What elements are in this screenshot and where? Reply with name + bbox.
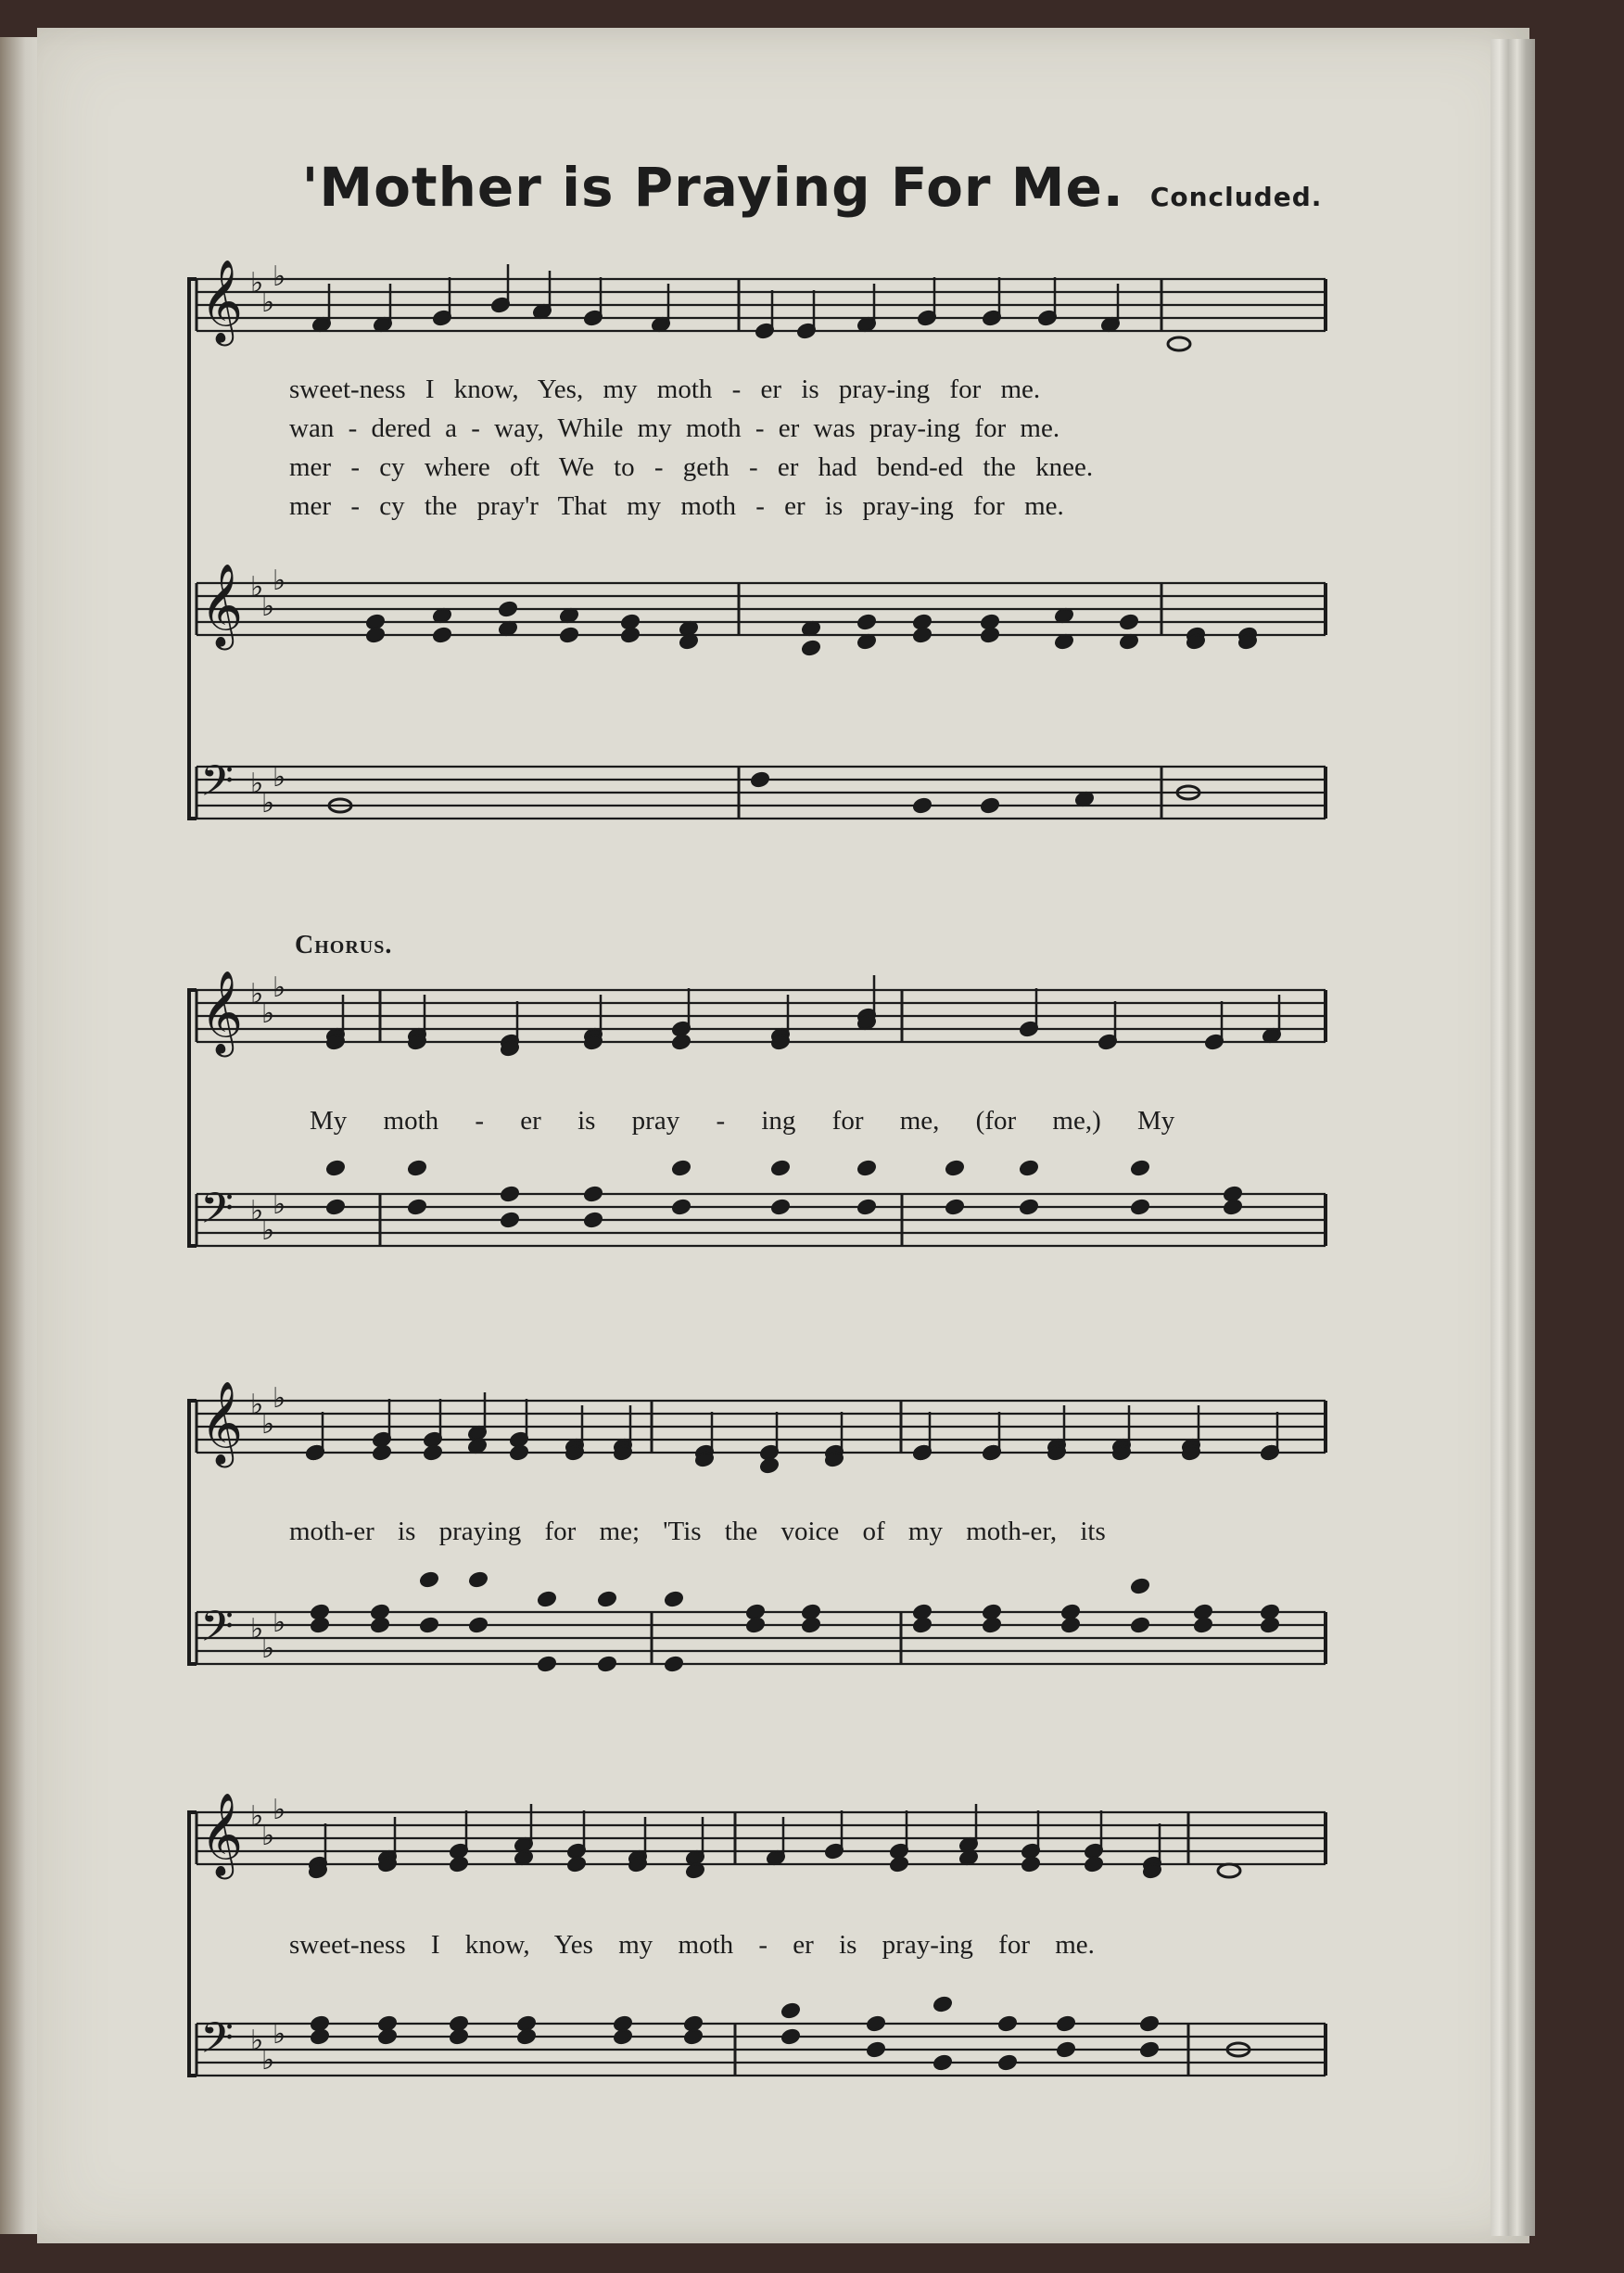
note [755,290,774,339]
note [780,2028,800,2045]
note [583,1186,603,1202]
system-bracket [189,279,197,819]
notehead [1056,2015,1075,2032]
notehead [620,627,640,643]
notehead [980,627,999,643]
notehead [566,1856,586,1873]
note [889,1810,908,1860]
notehead [933,2054,952,2071]
note [419,1617,438,1633]
verse-line-3: mer - cy where oft We to - geth - er had bend-ed the knee. [289,452,1094,482]
note [620,627,640,643]
note [1021,1810,1040,1860]
hymn-title-sub: Concluded. [1149,182,1323,212]
note [432,627,451,643]
note [559,627,578,643]
notehead [559,627,578,643]
flat-icon: ♭ [261,1820,275,1852]
note [613,2028,632,2045]
note [759,1457,779,1474]
note [370,1617,389,1633]
notehead [509,1444,528,1461]
notehead [372,1444,391,1461]
notehead [1130,1617,1149,1633]
notehead [770,1160,790,1176]
notehead [1139,2041,1159,2058]
flat-icon: ♭ [250,1613,264,1645]
notehead [597,1656,616,1672]
notehead [745,1617,765,1633]
note [1056,2015,1075,2032]
note [407,1160,426,1176]
staff-5 [197,1184,1326,1247]
note [423,1399,442,1448]
flat-icon: ♭ [273,1794,286,1826]
note [310,2028,329,2045]
note [1130,1578,1149,1594]
notehead [997,2015,1017,2032]
staff-2 [197,564,1326,651]
note [500,1212,519,1228]
note [377,2028,397,2045]
note [516,2028,536,2045]
notehead [1130,1199,1149,1215]
treble-clef-icon: 𝄞 [200,971,244,1054]
notehead [1060,1617,1080,1633]
note [372,1444,391,1461]
note [365,627,385,643]
notehead [1223,1199,1242,1215]
note [982,277,1001,326]
bass-clef-icon: 𝄢 [200,1602,235,1662]
note [1060,1617,1080,1633]
notehead [498,601,517,617]
chorus-lyric-line-3: sweet-ness I know, Yes my moth - er is pray-ing for me. [289,1930,1095,1960]
note [866,2015,885,2032]
notehead [1119,614,1138,630]
note [597,1656,616,1672]
notehead [997,2054,1017,2071]
note [866,2041,885,2058]
notehead [537,1591,556,1607]
note [824,1810,844,1860]
note [982,1617,1001,1633]
flat-icon: ♭ [273,1188,286,1221]
note [1193,1617,1212,1633]
note [537,1656,556,1672]
notehead [1021,1856,1040,1873]
note [1223,1199,1242,1215]
notehead [500,1186,519,1202]
notehead [664,1656,683,1672]
flat-icon: ♭ [273,565,286,597]
note [1130,1199,1149,1215]
bass-clef-icon: 𝄢 [200,2013,235,2074]
notehead [423,1444,442,1461]
flat-icon: ♭ [261,787,275,819]
notehead [407,1160,426,1176]
flat-icon: ♭ [250,1195,264,1227]
notehead [597,1591,616,1607]
notehead [1019,1160,1038,1176]
notehead [912,797,932,814]
note [1019,1199,1038,1215]
staff-4 [197,971,1326,1058]
note [566,1856,586,1873]
notehead [683,2028,703,2045]
chorus-label: Chorus. [295,931,393,959]
flat-icon: ♭ [250,768,264,800]
note [1204,1001,1224,1050]
note [500,1186,519,1202]
note [325,1199,345,1215]
flat-icon: ♭ [273,971,286,1004]
notehead [889,1856,908,1873]
notehead [856,1199,876,1215]
notehead [1056,2041,1075,2058]
notehead [1139,2015,1159,2032]
notehead [1130,1578,1149,1594]
flat-icon: ♭ [250,571,264,603]
note [449,1856,468,1873]
note [468,1571,488,1588]
bass-clef-icon: 𝄢 [200,756,235,817]
note [449,1810,468,1860]
notehead [365,627,385,643]
note [597,1591,616,1607]
note [980,627,999,643]
note [664,1656,683,1672]
note [912,627,932,643]
verse-line-4: mer - cy the pray'r That my moth - er is pray-ing for me. [289,491,1064,521]
note [750,771,769,788]
bass-clef-icon: 𝄢 [200,1184,235,1244]
note [917,277,936,326]
note [933,1996,952,2013]
note [796,290,816,339]
notehead [866,2015,885,2032]
note [671,988,691,1037]
notehead [325,1199,345,1215]
notehead [449,2028,468,2045]
flat-icon: ♭ [273,260,286,293]
notehead [583,1212,603,1228]
flat-icon: ♭ [250,267,264,299]
note [449,2028,468,2045]
note [933,2054,952,2071]
notehead [1084,1856,1103,1873]
note [1119,614,1138,630]
note [1019,988,1038,1037]
note [1056,2041,1075,2058]
notehead [664,1591,683,1607]
note [770,1199,790,1215]
note [770,1160,790,1176]
notehead [770,1199,790,1215]
note [1260,1617,1279,1633]
note [509,1399,528,1448]
treble-clef-icon: 𝄞 [200,564,244,647]
note [1084,1810,1103,1860]
notehead [801,640,820,656]
notehead [780,2002,800,2019]
notehead [980,797,999,814]
note [856,1160,876,1176]
note [407,1199,426,1215]
notehead [780,2028,800,2045]
notehead [912,627,932,643]
notehead [933,1996,952,2013]
note [997,2015,1017,2032]
flat-icon: ♭ [250,2025,264,2057]
notehead [370,1617,389,1633]
verse-line-2: wan - dered a - way, While my moth - er was pray-ing for me. [289,413,1060,443]
flat-icon: ♭ [261,1408,275,1441]
treble-clef-icon: 𝄞 [200,1381,244,1465]
notehead [671,1034,691,1050]
flat-icon: ♭ [273,2018,286,2051]
flat-icon: ♭ [261,997,275,1030]
verse-line-1: sweet-ness I know, Yes, my moth - er is pray-ing for me. [289,375,1041,404]
flat-icon: ♭ [261,286,275,319]
notehead [866,2041,885,2058]
hymn-title-main: 'Mother is Praying For Me. [301,156,1124,219]
notehead [419,1617,438,1633]
note [801,640,820,656]
note [583,1212,603,1228]
notehead [432,627,451,643]
notehead [912,1617,932,1633]
note [745,1617,765,1633]
notehead [671,1160,691,1176]
flat-icon: ♭ [273,1382,286,1415]
note [997,2054,1017,2071]
notehead [982,1617,1001,1633]
note [583,277,603,326]
half-note [1168,337,1190,350]
note [1037,277,1057,326]
notehead [407,1199,426,1215]
note [980,797,999,814]
flat-icon: ♭ [273,1606,286,1639]
note [856,614,876,630]
notehead [759,1457,779,1474]
notehead [801,1617,820,1633]
note [1139,2015,1159,2032]
notehead [537,1656,556,1672]
note [1139,2041,1159,2058]
notehead [500,1212,519,1228]
flat-icon: ♭ [273,761,286,794]
note [664,1591,683,1607]
note [945,1160,964,1176]
note [537,1591,556,1607]
staff-3 [197,756,1326,819]
flat-icon: ♭ [250,978,264,1010]
notehead [945,1199,964,1215]
note [801,1617,820,1633]
note [912,1617,932,1633]
note [671,1199,691,1215]
note [419,1571,438,1588]
note [780,2002,800,2019]
notehead [516,2028,536,2045]
notehead [1193,1617,1212,1633]
notehead [856,1160,876,1176]
flat-icon: ♭ [261,590,275,623]
note [889,1856,908,1873]
note [671,1160,691,1176]
notehead [750,771,769,788]
note [468,1617,488,1633]
notehead [468,1571,488,1588]
note [912,797,932,814]
notehead [325,1160,345,1176]
note [1021,1856,1040,1873]
note [372,1399,391,1448]
note [423,1444,442,1461]
notehead [583,1186,603,1202]
note [683,2028,703,2045]
chorus-lyric-line-1: My moth - er is pray - ing for me, (for me,) My [310,1106,1175,1136]
notehead [856,614,876,630]
notehead [377,2028,397,2045]
notehead [468,1617,488,1633]
chorus-lyric-line-2: moth-er is praying for me; 'Tis the voice of my moth-er, its [289,1517,1106,1546]
note [310,1617,329,1633]
notehead [613,2028,632,2045]
flat-icon: ♭ [250,1389,264,1421]
notehead [1019,1199,1038,1215]
notehead [310,2028,329,2045]
treble-clef-icon: 𝄞 [200,260,244,343]
note [566,1810,586,1860]
notehead [1130,1160,1149,1176]
flat-icon: ♭ [250,1800,264,1833]
note [498,601,517,617]
note [945,1199,964,1215]
note [1130,1160,1149,1176]
note [856,1199,876,1215]
note [509,1444,528,1461]
note [759,1412,779,1461]
half-note [1218,1864,1240,1877]
treble-clef-icon: 𝄞 [200,1793,244,1876]
notehead [449,1856,468,1873]
notehead [1260,1617,1279,1633]
note [671,1034,691,1050]
note [325,1160,345,1176]
notehead [419,1571,438,1588]
flat-icon: ♭ [261,1214,275,1247]
note [1130,1617,1149,1633]
note [1097,1001,1117,1050]
flat-icon: ♭ [261,2044,275,2076]
notehead [671,1199,691,1215]
note [490,264,510,313]
note [1084,1856,1103,1873]
note [432,277,451,326]
notehead [945,1160,964,1176]
note [1019,1160,1038,1176]
notehead [310,1617,329,1633]
flat-icon: ♭ [261,1632,275,1665]
